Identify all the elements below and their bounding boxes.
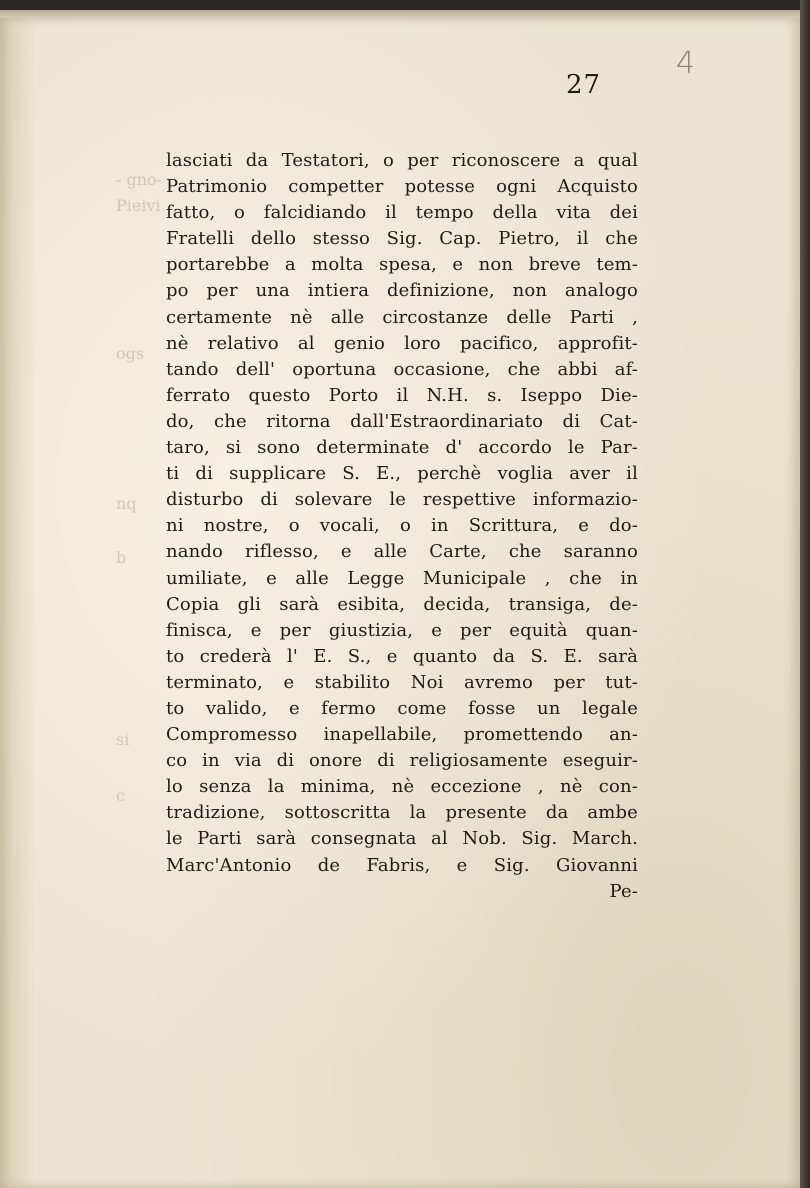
show-through: nq	[116, 494, 137, 513]
catchword: Pe-	[609, 880, 638, 902]
text-line: taro, si sono determinate d' accordo le Par-	[166, 437, 638, 459]
text-line: to valido, e fermo come fosse un legale	[166, 697, 638, 719]
text-line: Patrimonio competter potesse ogni Acquisto	[166, 176, 638, 198]
text-line: finisca, e per giustizia, e per equità quan-	[166, 619, 638, 641]
show-through: c	[116, 786, 125, 805]
show-through: Pieivi	[116, 196, 161, 215]
text-line: fatto, o falcidiando il tempo della vita dei	[166, 202, 638, 224]
text-line: terminato, e stabilito Noi avremo per tut-	[166, 671, 638, 693]
pencil-annotation: 4	[676, 46, 696, 81]
body-text	[166, 148, 638, 905]
text-line: umiliate, e alle Legge Municipale , che in	[166, 567, 638, 589]
text-line: le Parti sarà consegnata al Nob. Sig. March.	[166, 828, 638, 850]
text-line: to crederà l' E. S., e quanto da S. E. sarà	[166, 645, 638, 667]
text-line: po per una intiera definizione, non analogo	[166, 280, 638, 302]
text-line: Compromesso inapellabile, promettendo an-	[166, 724, 638, 746]
show-through: - gno- .	[116, 170, 173, 189]
text-line: ferrato questo Porto il N.H. s. Iseppo Die-	[166, 384, 638, 406]
text-line: certamente nè alle circostanze delle Parti ,	[166, 306, 638, 328]
show-through: si	[116, 730, 130, 749]
show-through: ogs	[116, 344, 145, 363]
text-line: tando dell' oportuna occasione, che abbi af-	[166, 358, 638, 380]
page-number: 27	[566, 70, 602, 100]
text-line: nè relativo al genio loro pacifico, approfit-	[166, 332, 638, 354]
text-line: Fratelli dello stesso Sig. Cap. Pietro, il che	[166, 228, 638, 250]
book-edge	[800, 0, 810, 1188]
text-line: tradizione, sottoscritta la presente da ambe	[166, 802, 638, 824]
text-line: do, che ritorna dall'Estraordinariato di Cat-	[166, 410, 638, 432]
show-through: b	[116, 548, 127, 567]
text-line: Copia gli sarà esibita, decida, transiga, de-	[166, 593, 638, 615]
text-line: disturbo di solevare le respettive informazio-	[166, 489, 638, 511]
text-line: lo senza la minima, nè eccezione , nè con-	[166, 776, 638, 798]
text-line: portarebbe a molta spesa, e non breve tem-	[166, 254, 638, 276]
text-line: co in via di onore di religiosamente eseguir-	[166, 750, 638, 772]
text-line: ti di supplicare S. E., perchè voglia aver il	[166, 463, 638, 485]
text-line: nando riflesso, e alle Carte, che saranno	[166, 541, 638, 563]
text-line: ni nostre, o vocali, o in Scrittura, e do-	[166, 515, 638, 537]
text-line: Marc'Antonio de Fabris, e Sig. Giovanni	[166, 854, 638, 876]
text-line: lasciati da Testatori, o per riconoscere a qual	[166, 150, 638, 171]
